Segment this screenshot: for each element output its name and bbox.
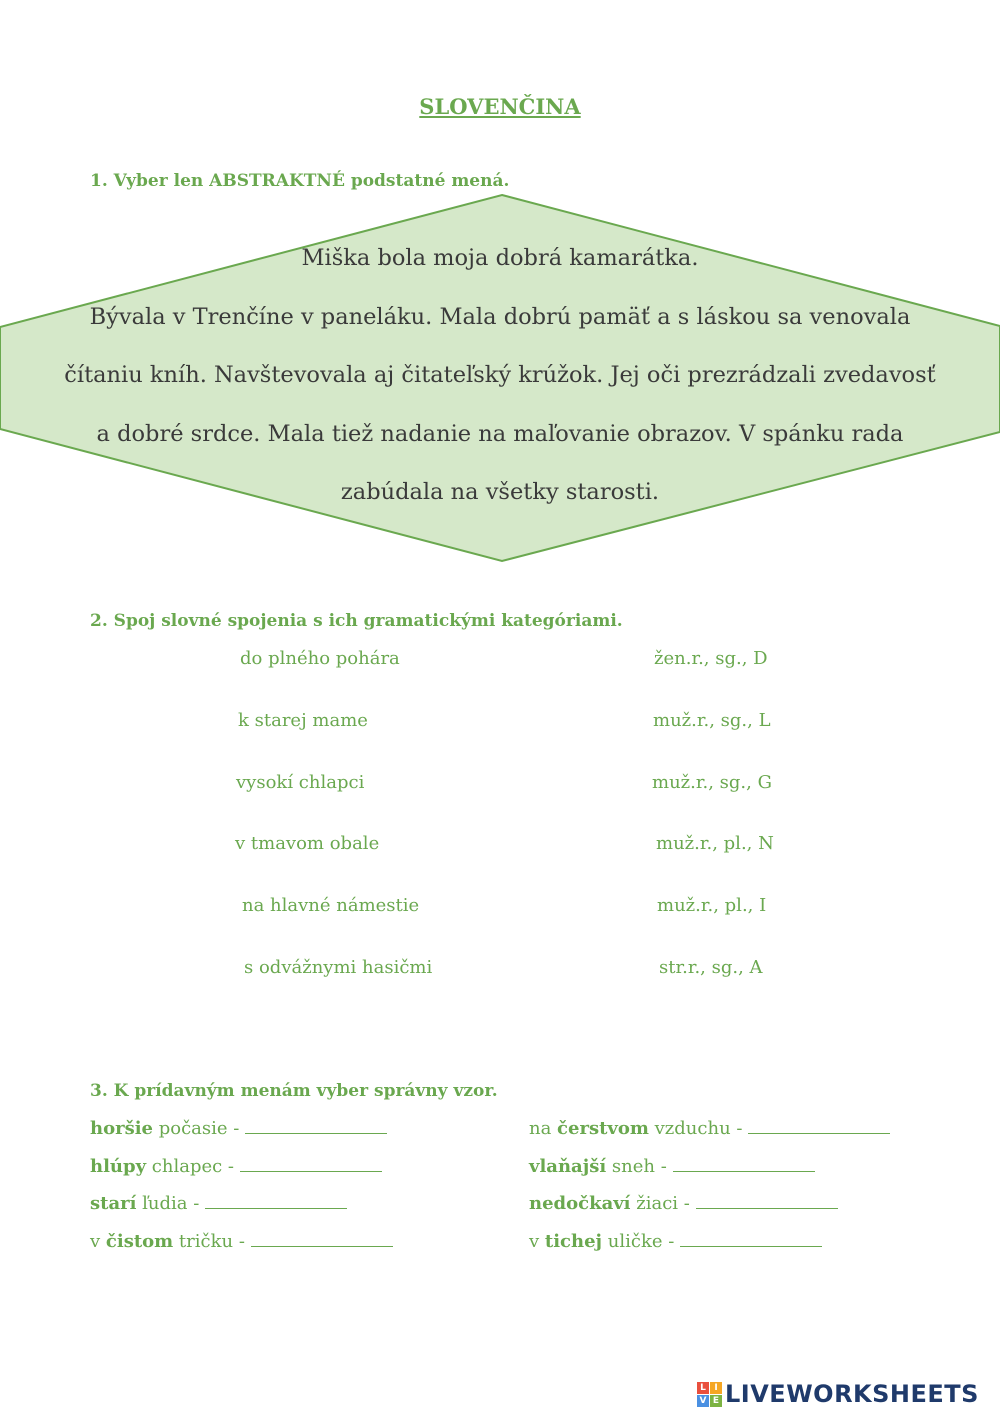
phrase-item[interactable]: vysokí chlapci <box>236 772 365 793</box>
adjective: čistom <box>105 1231 174 1252</box>
exercise-row: starí ľudia - <box>90 1193 347 1214</box>
task1-heading: 1. Vyber len ABSTRAKTNÉ podstatné mená. <box>90 171 510 191</box>
liveworksheets-logo[interactable] <box>697 1379 979 1409</box>
category-item[interactable]: str.r., sg., A <box>659 957 763 978</box>
category-item[interactable]: muž.r., sg., L <box>653 710 771 731</box>
adjective: čerstvom <box>557 1118 649 1139</box>
exercise-row: na čerstvom vzduchu - <box>529 1118 890 1139</box>
answer-blank[interactable] <box>240 1157 382 1172</box>
logo-icon: L I V E <box>697 1382 722 1407</box>
exercise-row: hlúpy chlapec - <box>90 1156 382 1177</box>
answer-blank[interactable] <box>748 1119 890 1134</box>
category-item[interactable]: muž.r., pl., N <box>656 833 774 854</box>
answer-blank[interactable] <box>205 1194 347 1209</box>
exercise-row: v tichej uličke - <box>529 1231 822 1252</box>
phrase-item[interactable]: v tmavom obale <box>235 833 380 854</box>
answer-blank[interactable] <box>251 1232 393 1247</box>
task2-heading: 2. Spoj slovné spojenia s ich gramatickými kategóriami. <box>90 611 623 631</box>
page-title: SLOVENČINA <box>419 94 581 119</box>
category-item[interactable]: žen.r., sg., D <box>654 648 768 669</box>
story-line-1: Miška bola moja dobrá kamarátka. <box>301 245 699 271</box>
phrase-item[interactable]: na hlavné námestie <box>242 895 420 916</box>
phrase-item[interactable]: k starej mame <box>238 710 368 731</box>
story-line-4: a dobré srdce. Mala tiež nadanie na maľovanie obrazov. V spánku rada <box>96 421 904 447</box>
answer-blank[interactable] <box>245 1119 387 1134</box>
exercise-row: vlaňajší sneh - <box>529 1156 815 1177</box>
answer-blank[interactable] <box>696 1194 838 1209</box>
exercise-row: nedočkaví žiaci - <box>529 1193 838 1214</box>
phrase-item[interactable]: s odvážnymi hasičmi <box>244 957 433 978</box>
answer-blank[interactable] <box>680 1232 822 1247</box>
story-line-3: čítaniu kníh. Navštevovala aj čitateľský krúžok. Jej oči prezrádzali zvedavosť <box>64 362 936 388</box>
story-diamond-shape <box>0 0 1000 600</box>
exercise-row: v čistom tričku - <box>90 1231 393 1252</box>
category-item[interactable]: muž.r., sg., G <box>652 772 772 793</box>
logo-text: LIVEWORKSHEETS <box>725 1380 979 1408</box>
task3-heading: 3. K prídavným menám vyber správny vzor. <box>90 1081 498 1101</box>
adjective: tichej <box>544 1231 603 1252</box>
adjective: hlúpy <box>90 1156 147 1177</box>
adjective: nedočkaví <box>529 1193 631 1214</box>
adjective: starí <box>90 1193 137 1214</box>
adjective: horšie <box>90 1118 153 1139</box>
adjective: vlaňajší <box>529 1156 607 1177</box>
story-line-5: zabúdala na všetky starosti. <box>340 479 660 505</box>
answer-blank[interactable] <box>673 1157 815 1172</box>
story-line-2: Bývala v Trenčíne v paneláku. Mala dobrú pamäť a s láskou sa venovala <box>89 304 911 330</box>
exercise-row: horšie počasie - <box>90 1118 387 1139</box>
category-item[interactable]: muž.r., pl., I <box>657 895 767 916</box>
phrase-item[interactable]: do plného pohára <box>240 648 400 669</box>
